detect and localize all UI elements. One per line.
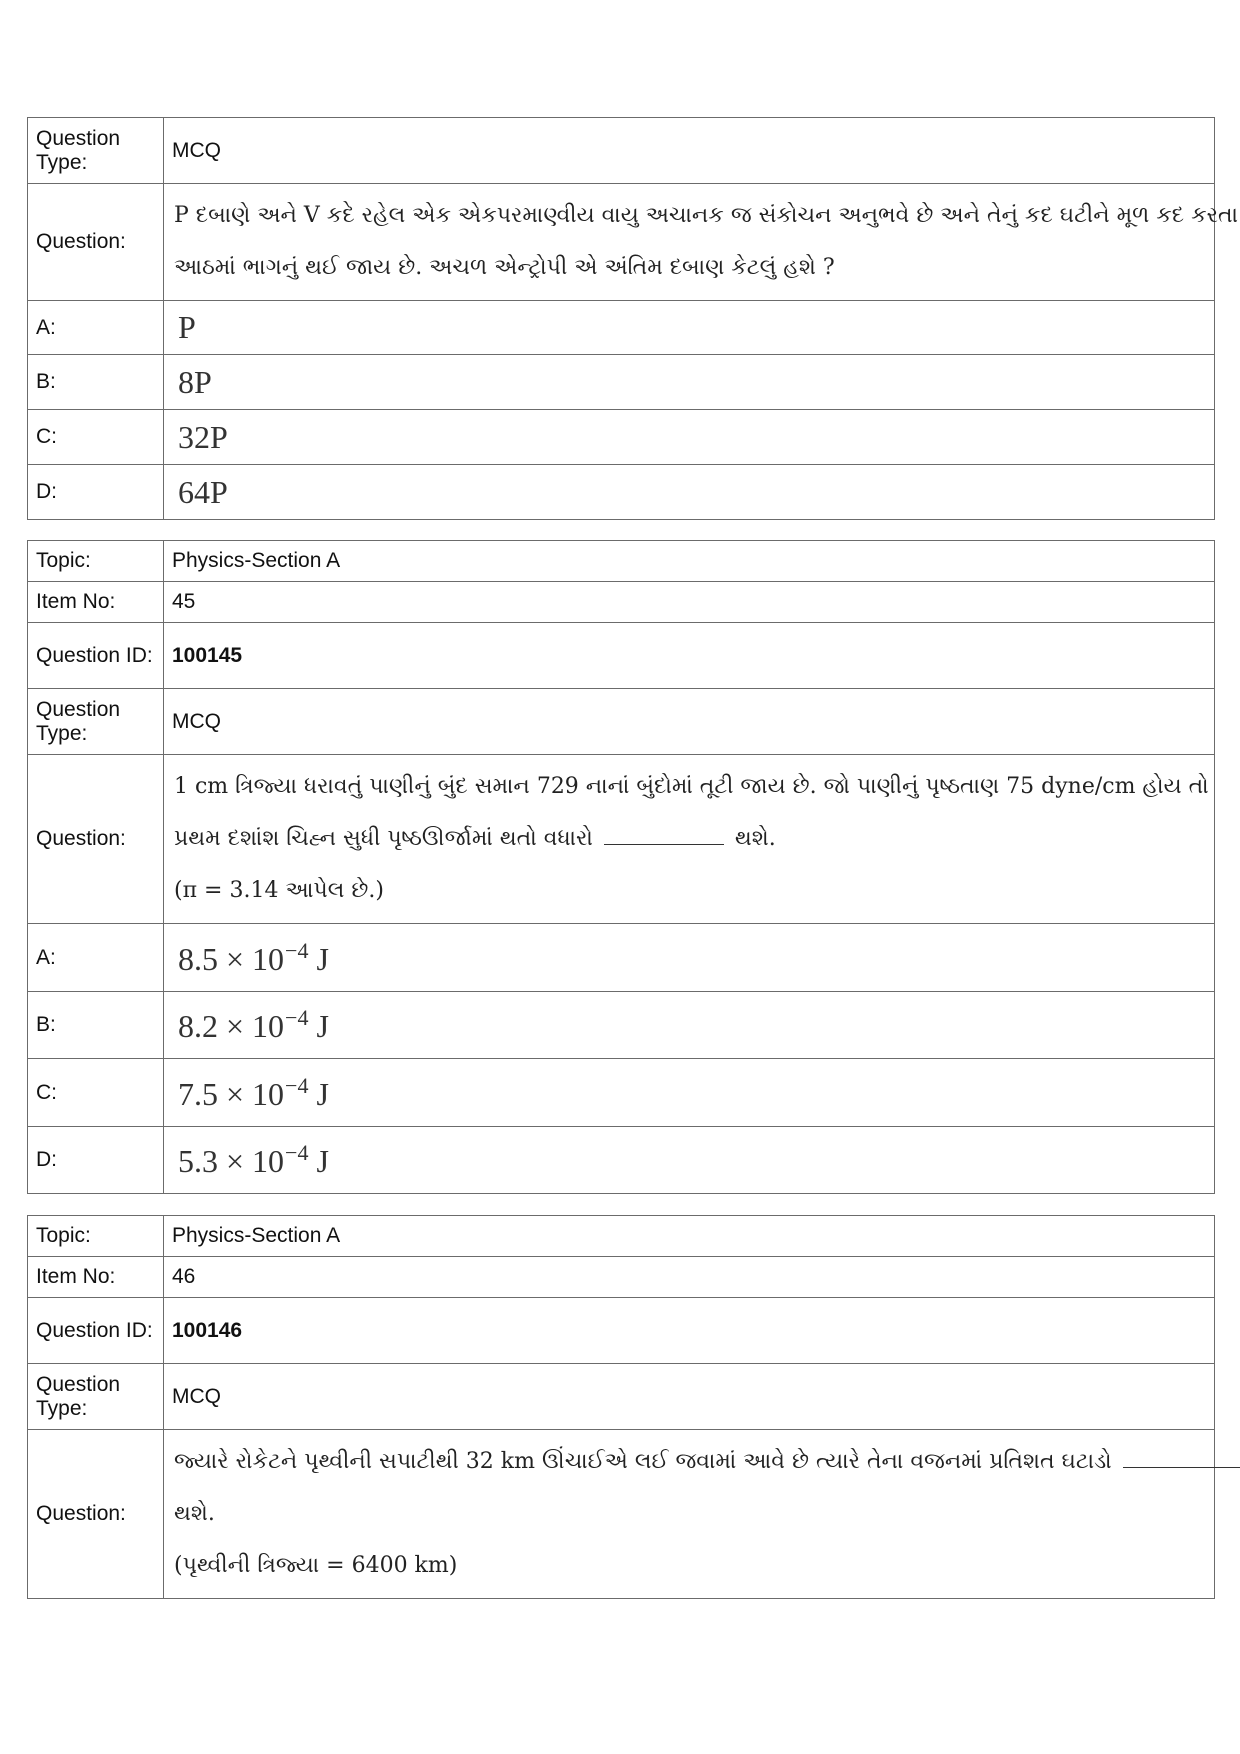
- question-id-value: 100145: [164, 623, 1215, 689]
- option-exponent: −4: [285, 1005, 309, 1030]
- option-b-value[interactable]: 8P: [164, 355, 1215, 410]
- option-c-value[interactable]: [164, 1059, 1215, 1127]
- question-line: (π = 3.14 આપેલ છે.): [174, 878, 384, 903]
- question-text: [164, 184, 1238, 301]
- option-d-label: D:: [28, 1127, 164, 1194]
- option-d-label: D:: [28, 465, 164, 520]
- item-no-label: Item No:: [28, 1257, 164, 1298]
- answer-blank: [1123, 1447, 1240, 1468]
- option-d-value[interactable]: [164, 1127, 1215, 1194]
- option-mantissa: 5.3 × 10: [178, 1143, 285, 1179]
- option-unit: J: [316, 1143, 329, 1179]
- option-c-value[interactable]: 32P: [164, 410, 1215, 465]
- question-label: Question:: [28, 755, 164, 924]
- question-type-label: Question Type:: [28, 118, 164, 184]
- question-label: Question:: [28, 1430, 164, 1599]
- option-d-value[interactable]: 64P: [164, 465, 1215, 520]
- question-block-46: [27, 1215, 1215, 1599]
- topic-value: Physics-Section A: [164, 1216, 1215, 1257]
- option-a-label: A:: [28, 924, 164, 992]
- answer-blank: [604, 824, 724, 845]
- topic-label: Topic:: [28, 1216, 164, 1257]
- item-no-value: 46: [164, 1257, 1215, 1298]
- item-no-value: 45: [164, 582, 1215, 623]
- question-id-label: Question ID:: [28, 623, 164, 689]
- question-line-part: જ્યારે રોકેટને પૃથ્વીની સપાટીથી 32 km ઊંચાઈએ લઈ જવામાં આવે છે ત્યારે તેના વજનમાં પ્રતિશત ઘટાડો: [174, 1449, 1112, 1474]
- option-mantissa: 8.2 × 10: [178, 1008, 285, 1044]
- topic-value: Physics-Section A: [164, 541, 1215, 582]
- option-a-value[interactable]: [164, 924, 1215, 992]
- question-line: થશે.: [174, 1501, 215, 1526]
- option-b-value[interactable]: [164, 992, 1215, 1059]
- question-id-label: Question ID:: [28, 1298, 164, 1364]
- option-b-label: B:: [28, 992, 164, 1059]
- question-block-45: [27, 540, 1215, 1194]
- question-line-part: પ્રથમ દશાંશ ચિહ્ન સુધી પૃષ્ઠઊર્જામાં થતો વધારો: [174, 826, 593, 851]
- question-line: (પૃથ્વીની ત્રિજ્યા = 6400 km): [174, 1553, 458, 1578]
- question-type-value: MCQ: [164, 689, 1215, 755]
- question-line-part: થશે.: [734, 826, 776, 851]
- question-line: આઠમાં ભાગનું થઈ જાય છે. અચળ એન્ટ્રોપી એ અંતિમ દબાણ કેટલું હશે ?: [174, 255, 835, 280]
- question-line: 1 cm ત્રિજ્યા ધરાવતું પાણીનું બુંદ સમાન 729 નાનાં બુંદોમાં તૂટી જાય છે. જો પાણીનું પૃષ્ઠતાણ 75 dyne/cm હોય તો: [174, 774, 1209, 799]
- option-a-value[interactable]: P: [164, 301, 1215, 355]
- option-exponent: −4: [285, 1140, 309, 1165]
- option-b-label: B:: [28, 355, 164, 410]
- question-line: [174, 813, 1204, 865]
- question-id-value: 100146: [164, 1298, 1215, 1364]
- option-mantissa: 7.5 × 10: [178, 1075, 285, 1112]
- question-line: P દબાણે અને V કદે રહેલ એક એકપરમાણ્વીય વાયુ અચાનક જ સંકોચન અનુભવે છે અને તેનું કદ ઘટીને મૂળ કદ કરતા: [174, 203, 1238, 228]
- option-a-label: A:: [28, 301, 164, 355]
- option-c-label: C:: [28, 1059, 164, 1127]
- topic-label: Topic:: [28, 541, 164, 582]
- question-type-label: Question Type:: [28, 1364, 164, 1430]
- option-unit: J: [316, 940, 329, 977]
- question-type-label: Question Type:: [28, 689, 164, 755]
- question-text: [164, 1430, 1215, 1599]
- question-label: Question:: [28, 184, 164, 301]
- question-block-44: [27, 117, 1238, 520]
- question-type-value: MCQ: [164, 1364, 1215, 1430]
- item-no-label: Item No:: [28, 582, 164, 623]
- option-mantissa: 8.5 × 10: [178, 940, 285, 977]
- question-line: [174, 1436, 1204, 1488]
- option-exponent: −4: [285, 937, 309, 963]
- question-type-value: MCQ: [164, 118, 1215, 184]
- option-c-label: C:: [28, 410, 164, 465]
- option-exponent: −4: [285, 1072, 309, 1098]
- option-unit: J: [316, 1075, 329, 1112]
- question-text: [164, 755, 1215, 924]
- option-unit: J: [316, 1008, 329, 1044]
